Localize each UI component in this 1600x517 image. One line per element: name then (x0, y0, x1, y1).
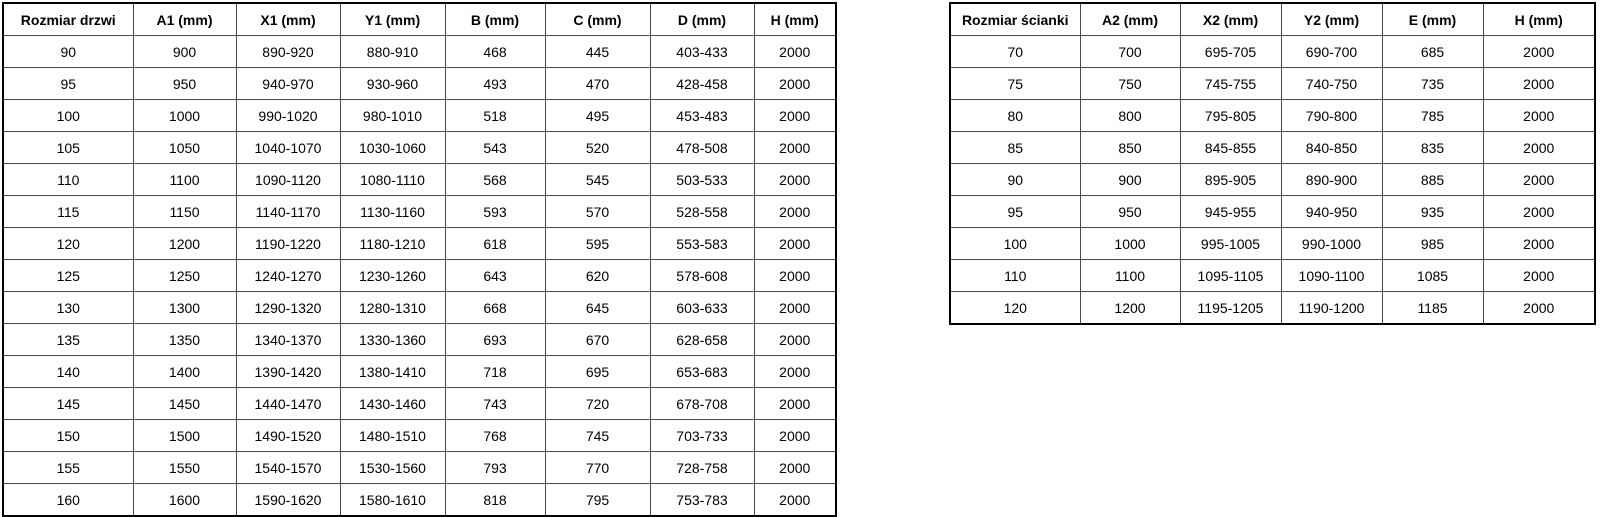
table-cell: 100 (950, 228, 1080, 260)
table-cell: 740-750 (1281, 68, 1382, 100)
table-cell: 1195-1205 (1180, 292, 1281, 325)
table-cell: 2000 (754, 36, 836, 68)
table-cell: 1230-1260 (340, 260, 445, 292)
table-cell: 2000 (754, 420, 836, 452)
table-cell: 2000 (754, 132, 836, 164)
table-cell: 2000 (754, 484, 836, 517)
table-cell: 140 (3, 356, 133, 388)
table-cell: 900 (133, 36, 236, 68)
column-header: H (mm) (754, 3, 836, 36)
table-row (3, 196, 836, 228)
table-cell: 703-733 (650, 420, 754, 452)
table-cell: 1130-1160 (340, 196, 445, 228)
table-cell: 845-855 (1180, 132, 1281, 164)
table-cell: 1090-1120 (236, 164, 340, 196)
table-cell: 890-900 (1281, 164, 1382, 196)
table-cell: 718 (445, 356, 545, 388)
table-row (3, 100, 836, 132)
table-cell: 445 (545, 36, 650, 68)
table-cell: 155 (3, 452, 133, 484)
table-cell: 940-970 (236, 68, 340, 100)
table-cell: 2000 (754, 452, 836, 484)
table-cell: 75 (950, 68, 1080, 100)
table-cell: 2000 (754, 324, 836, 356)
column-header: D (mm) (650, 3, 754, 36)
table-cell: 990-1020 (236, 100, 340, 132)
table-cell: 125 (3, 260, 133, 292)
column-header: E (mm) (1382, 3, 1483, 36)
table-cell: 470 (545, 68, 650, 100)
table-cell: 885 (1382, 164, 1483, 196)
table-cell: 493 (445, 68, 545, 100)
table-cell: 628-658 (650, 324, 754, 356)
table-cell: 1290-1320 (236, 292, 340, 324)
table-cell: 1090-1100 (1281, 260, 1382, 292)
table-cell: 753-783 (650, 484, 754, 517)
table-cell: 593 (445, 196, 545, 228)
table-cell: 2000 (1483, 260, 1595, 292)
table-row (3, 292, 836, 324)
table-cell: 160 (3, 484, 133, 517)
table-cell: 2000 (1483, 292, 1595, 325)
column-header: H (mm) (1483, 3, 1595, 36)
table-cell: 980-1010 (340, 100, 445, 132)
table-row (950, 292, 1595, 325)
table-cell: 670 (545, 324, 650, 356)
table-cell: 2000 (754, 388, 836, 420)
table-cell: 990-1000 (1281, 228, 1382, 260)
table-row (950, 68, 1595, 100)
table-cell: 1150 (133, 196, 236, 228)
table-cell: 568 (445, 164, 545, 196)
table-cell: 895-905 (1180, 164, 1281, 196)
table-cell: 145 (3, 388, 133, 420)
table-cell: 2000 (1483, 228, 1595, 260)
table-cell: 645 (545, 292, 650, 324)
table-cell: 685 (1382, 36, 1483, 68)
table-cell: 1185 (1382, 292, 1483, 325)
table-cell: 2000 (1483, 196, 1595, 228)
table-row (950, 100, 1595, 132)
table-row (950, 132, 1595, 164)
table-cell: 1580-1610 (340, 484, 445, 517)
table-cell: 1180-1210 (340, 228, 445, 260)
table-cell: 985 (1382, 228, 1483, 260)
table-cell: 1300 (133, 292, 236, 324)
table-cell: 950 (133, 68, 236, 100)
table-row (950, 260, 1595, 292)
table-cell: 518 (445, 100, 545, 132)
table-cell: 743 (445, 388, 545, 420)
table-cell: 2000 (1483, 100, 1595, 132)
table-cell: 478-508 (650, 132, 754, 164)
table-cell: 1085 (1382, 260, 1483, 292)
table-cell: 2000 (754, 260, 836, 292)
table-cell: 110 (3, 164, 133, 196)
table-cell: 2000 (754, 356, 836, 388)
table-cell: 1280-1310 (340, 292, 445, 324)
table-cell: 468 (445, 36, 545, 68)
table-cell: 2000 (754, 164, 836, 196)
table-row (950, 228, 1595, 260)
table-cell: 528-558 (650, 196, 754, 228)
table-cell: 545 (545, 164, 650, 196)
table-cell: 1100 (133, 164, 236, 196)
table-cell: 1590-1620 (236, 484, 340, 517)
table-cell: 95 (950, 196, 1080, 228)
table-cell: 105 (3, 132, 133, 164)
door-size-table (2, 2, 837, 517)
table-cell: 1540-1570 (236, 452, 340, 484)
table-cell: 768 (445, 420, 545, 452)
table-cell: 603-633 (650, 292, 754, 324)
table-cell: 2000 (1483, 68, 1595, 100)
table-cell: 653-683 (650, 356, 754, 388)
table-cell: 1050 (133, 132, 236, 164)
table-cell: 750 (1080, 68, 1180, 100)
table-cell: 1040-1070 (236, 132, 340, 164)
table-cell: 668 (445, 292, 545, 324)
table-cell: 745 (545, 420, 650, 452)
table-row (3, 484, 836, 517)
table-row (950, 196, 1595, 228)
table-cell: 1330-1360 (340, 324, 445, 356)
table-cell: 95 (3, 68, 133, 100)
table-cell: 90 (3, 36, 133, 68)
table-cell: 945-955 (1180, 196, 1281, 228)
column-header: C (mm) (545, 3, 650, 36)
table-cell: 678-708 (650, 388, 754, 420)
table-cell: 1490-1520 (236, 420, 340, 452)
table-cell: 950 (1080, 196, 1180, 228)
table-cell: 900 (1080, 164, 1180, 196)
table-cell: 1340-1370 (236, 324, 340, 356)
table-cell: 2000 (754, 228, 836, 260)
table-cell: 695-705 (1180, 36, 1281, 68)
table-row (3, 420, 836, 452)
table-cell: 1450 (133, 388, 236, 420)
table-row (950, 36, 1595, 68)
table-cell: 840-850 (1281, 132, 1382, 164)
table-cell: 695 (545, 356, 650, 388)
table-cell: 618 (445, 228, 545, 260)
table-cell: 1430-1460 (340, 388, 445, 420)
column-header: X1 (mm) (236, 3, 340, 36)
wall-size-table (949, 2, 1596, 325)
table-cell: 2000 (1483, 132, 1595, 164)
table-cell: 150 (3, 420, 133, 452)
table-cell: 1095-1105 (1180, 260, 1281, 292)
table-cell: 1250 (133, 260, 236, 292)
table-cell: 495 (545, 100, 650, 132)
table-row (3, 260, 836, 292)
table-cell: 85 (950, 132, 1080, 164)
table-cell: 1480-1510 (340, 420, 445, 452)
table-row (3, 36, 836, 68)
table-cell: 2000 (1483, 36, 1595, 68)
table-cell: 100 (3, 100, 133, 132)
table-row (3, 68, 836, 100)
table-cell: 700 (1080, 36, 1180, 68)
wall-table-header-row (950, 3, 1595, 36)
table-cell: 620 (545, 260, 650, 292)
table-cell: 553-583 (650, 228, 754, 260)
table-cell: 120 (3, 228, 133, 260)
table-cell: 453-483 (650, 100, 754, 132)
table-cell: 850 (1080, 132, 1180, 164)
column-header: Rozmiar drzwi (3, 3, 133, 36)
table-row (3, 452, 836, 484)
table-cell: 1380-1410 (340, 356, 445, 388)
table-cell: 1100 (1080, 260, 1180, 292)
table-cell: 835 (1382, 132, 1483, 164)
column-header: X2 (mm) (1180, 3, 1281, 36)
table-cell: 880-910 (340, 36, 445, 68)
table-cell: 800 (1080, 100, 1180, 132)
column-header: Y2 (mm) (1281, 3, 1382, 36)
table-cell: 2000 (754, 100, 836, 132)
table-cell: 1000 (1080, 228, 1180, 260)
table-row (3, 388, 836, 420)
table-row (950, 164, 1595, 196)
table-cell: 1080-1110 (340, 164, 445, 196)
table-cell: 995-1005 (1180, 228, 1281, 260)
table-cell: 135 (3, 324, 133, 356)
table-cell: 1530-1560 (340, 452, 445, 484)
table-cell: 790-800 (1281, 100, 1382, 132)
table-cell: 728-758 (650, 452, 754, 484)
table-cell: 1350 (133, 324, 236, 356)
table-cell: 693 (445, 324, 545, 356)
table-cell: 1140-1170 (236, 196, 340, 228)
table-cell: 570 (545, 196, 650, 228)
table-cell: 543 (445, 132, 545, 164)
table-cell: 1200 (133, 228, 236, 260)
table-cell: 120 (950, 292, 1080, 325)
table-cell: 935 (1382, 196, 1483, 228)
table-cell: 2000 (754, 68, 836, 100)
table-cell: 1240-1270 (236, 260, 340, 292)
table-cell: 115 (3, 196, 133, 228)
table-cell: 520 (545, 132, 650, 164)
table-cell: 735 (1382, 68, 1483, 100)
column-header: A1 (mm) (133, 3, 236, 36)
column-header: Rozmiar ścianki (950, 3, 1080, 36)
door-table-header-row (3, 3, 836, 36)
table-cell: 1030-1060 (340, 132, 445, 164)
table-cell: 2000 (1483, 164, 1595, 196)
table-cell: 795-805 (1180, 100, 1281, 132)
table-cell: 428-458 (650, 68, 754, 100)
table-cell: 643 (445, 260, 545, 292)
table-cell: 80 (950, 100, 1080, 132)
table-cell: 110 (950, 260, 1080, 292)
table-cell: 940-950 (1281, 196, 1382, 228)
table-cell: 1550 (133, 452, 236, 484)
table-cell: 1390-1420 (236, 356, 340, 388)
table-cell: 795 (545, 484, 650, 517)
column-header: B (mm) (445, 3, 545, 36)
column-header: A2 (mm) (1080, 3, 1180, 36)
table-cell: 1400 (133, 356, 236, 388)
table-cell: 1000 (133, 100, 236, 132)
table-cell: 1190-1200 (1281, 292, 1382, 325)
table-cell: 578-608 (650, 260, 754, 292)
table-row (3, 324, 836, 356)
table-cell: 1500 (133, 420, 236, 452)
table-cell: 70 (950, 36, 1080, 68)
table-cell: 720 (545, 388, 650, 420)
table-row (3, 164, 836, 196)
table-cell: 503-533 (650, 164, 754, 196)
table-cell: 90 (950, 164, 1080, 196)
column-header: Y1 (mm) (340, 3, 445, 36)
table-cell: 595 (545, 228, 650, 260)
table-row (3, 228, 836, 260)
table-cell: 1600 (133, 484, 236, 517)
table-cell: 930-960 (340, 68, 445, 100)
table-cell: 745-755 (1180, 68, 1281, 100)
table-cell: 2000 (754, 196, 836, 228)
table-cell: 403-433 (650, 36, 754, 68)
table-cell: 1440-1470 (236, 388, 340, 420)
table-row (3, 132, 836, 164)
table-row (3, 356, 836, 388)
table-cell: 785 (1382, 100, 1483, 132)
table-cell: 130 (3, 292, 133, 324)
table-cell: 793 (445, 452, 545, 484)
table-cell: 1200 (1080, 292, 1180, 325)
table-cell: 1190-1220 (236, 228, 340, 260)
table-cell: 2000 (754, 292, 836, 324)
table-cell: 770 (545, 452, 650, 484)
table-cell: 818 (445, 484, 545, 517)
table-cell: 690-700 (1281, 36, 1382, 68)
table-cell: 890-920 (236, 36, 340, 68)
